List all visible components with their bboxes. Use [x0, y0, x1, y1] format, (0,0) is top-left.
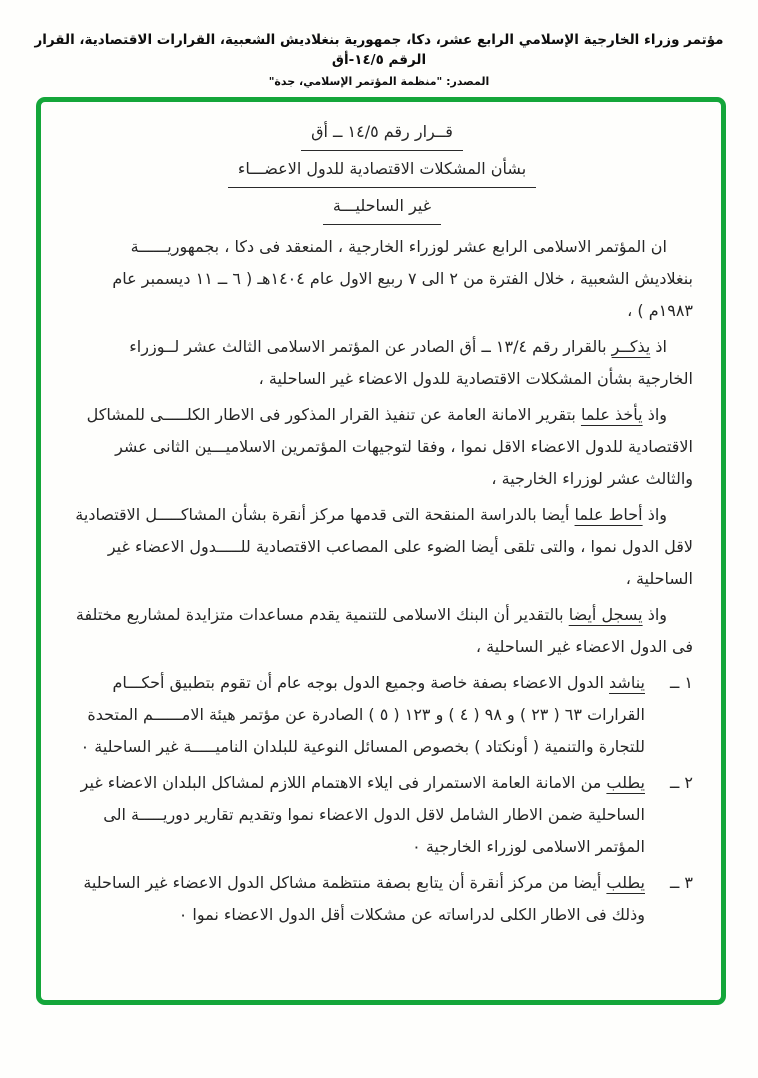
- resolution-subject-line: [71, 151, 693, 188]
- archive-header: [0, 30, 758, 88]
- resolution-title-block: [71, 114, 693, 225]
- underlined-term: يطلب: [606, 873, 645, 892]
- preamble-paragraph-4: [71, 499, 693, 595]
- operative-item-1: [71, 667, 693, 763]
- resolution-document-body: [41, 102, 721, 943]
- underlined-term: يطلب: [606, 773, 645, 792]
- item-number: ٣ ــ: [669, 873, 693, 892]
- paragraph-text: بالقرار رقم ١٣/٤ ــ أق الصادر عن المؤتمر الاسلامى الثالث عشر لــوزراء الخارجية بشأن المشكلات الاقتصادية للدول الاعضاء غير الساحلية ،: [129, 337, 693, 388]
- item-text: [71, 667, 645, 763]
- paragraph-text: أيضا من مركز أنقرة أن يتابع بصفة منتظمة مشاكل الدول الاعضاء غير الساحلية وذلك فى الاطار الكلى لدراساته عن مشكلات أقل الدول الاعضاء نموا ٠: [83, 873, 645, 924]
- paragraph-text: اذ: [650, 337, 667, 356]
- item-text: [71, 767, 645, 863]
- document-citation-line: مؤتمر وزراء الخارجية الإسلامي الرابع عشر، دكا، جمهورية بنغلاديش الشعبية، القرارات الاقتصادية، القرار الرقم ١٤/٥-أق: [34, 32, 724, 68]
- paragraph-text: واذ: [642, 605, 667, 624]
- green-highlight-frame: [36, 97, 726, 1005]
- paragraph-text: الدول الاعضاء بصفة خاصة وجميع الدول بوجه عام أن تقوم بتطبيق أحكـــام القرارات ٦٣ ( ٢٣ ) و ٩٨ ( ٤ ) و ١٢٣ ( ٥ ) الصادرة عن مؤتمر هيئة الامــــــم المتحدة للتجارة والتنمية ( أونكتاد ) بخصوص المسائل النوعية للبلدان الناميـــــة غير الساحلية ٠: [80, 673, 645, 756]
- preamble-paragraph-2: [71, 331, 693, 395]
- resolution-number-text: قــرار رقم ١٤/٥ ــ أق: [301, 114, 463, 151]
- preamble-paragraph-1: [71, 231, 693, 327]
- paragraph-text: أيضا بالدراسة المنقحة التى قدمها مركز أنقرة بشأن المشاكـــــل الاقتصادية لاقل الدول نموا ، والتى تلقى أيضا الضوء على المصاعب الاقتصادية للـــــدول الاعضاء غير الساحلية ،: [75, 505, 693, 588]
- paragraph-text: من الامانة العامة الاستمرار فى ايلاء الاهتمام اللازم لمشاكل البلدان الاعضاء غير الساحلية ضمن الاطار الشامل لاقل الدول الاعضاء نموا وتقديم تقارير دوريـــــة الى المؤتمر الاسلامى لوزراء الخارجية ٠: [80, 773, 645, 856]
- resolution-number-line: [71, 114, 693, 151]
- paragraph-text: بالتقدير أن البنك الاسلامى للتنمية يقدم مساعدات متزايدة لمشاريع مختلفة فى الدول الاعضاء غير الساحلية ،: [75, 605, 693, 656]
- resolution-subject-text-2: غير الساحليـــة: [323, 188, 441, 225]
- paragraph-text: واذ: [642, 505, 667, 524]
- underlined-term: يناشد: [609, 673, 645, 692]
- paragraph-text: واذ: [642, 405, 667, 424]
- item-number: ٢ ــ: [669, 773, 693, 792]
- item-text: [71, 867, 645, 931]
- preamble-paragraph-5: [71, 599, 693, 663]
- underlined-term: يأخذ علما: [580, 405, 643, 424]
- document-source-line: المصدر: "منظمة المؤتمر الإسلامي، جدة": [268, 75, 490, 88]
- underlined-term: يسجل أيضا: [568, 605, 643, 624]
- preamble-paragraph-3: [71, 399, 693, 495]
- item-number: ١ ــ: [669, 673, 693, 692]
- underlined-term: يذكــر: [611, 337, 651, 356]
- paragraph-text: ان المؤتمر الاسلامى الرابع عشر لوزراء الخارجية ، المنعقد فى دكا ، بجمهوريــــــة بنغلاديش الشعبية ، خلال الفترة من ٢ الى ٧ ربيع الاول عام ١٤٠٤هـ ( ٦ ــ ١١ ديسمبر عام ١٩٨٣م ) ،: [112, 237, 693, 320]
- operative-item-2: [71, 767, 693, 863]
- resolution-subject-line-2: [71, 188, 693, 225]
- resolution-subject-text: بشأن المشكلات الاقتصادية للدول الاعضـــاء: [228, 151, 536, 188]
- paragraph-text: بتقرير الامانة العامة عن تنفيذ القرار المذكور فى الاطار الكلـــــى للمشاكل الاقتصادية للدول الاعضاء الاقل نموا ، وفقا لتوجيهات المؤتمرين الاسلاميـــين الثانى عشر والثالث عشر لوزراء الخارجية ،: [86, 405, 693, 488]
- operative-item-3: [71, 867, 693, 931]
- underlined-term: أحاط علما: [574, 505, 643, 524]
